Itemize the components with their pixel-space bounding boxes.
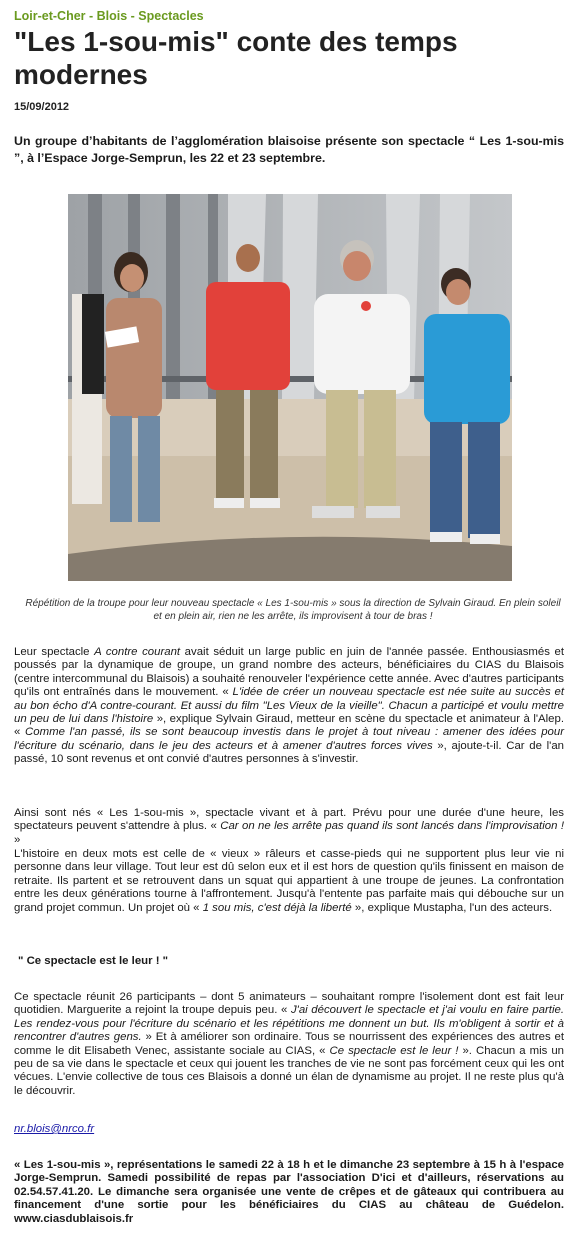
text-span: Ce spectacle réunit 26 participants – dont 5 animateurs – souhaitant rompre l'isolement dont est fait leur quotidien. Marguerite a rejoint la troupe depuis peu. « (14, 991, 564, 1017)
quote-span: Ce spectacle est le leur ! (329, 1044, 459, 1057)
paragraph-3 (14, 848, 564, 915)
publication-date: 15/09/2012 (14, 101, 70, 113)
breadcrumb[interactable]: Loir-et-Cher - Blois - Spectacles (14, 9, 204, 23)
text-span: » Et à améliorer son ordinaire. Tous se nourrissent des expériences des autres et comme le dit Elisabeth Venec, assistante sociale au CIAS, « (14, 1031, 564, 1057)
text-span: » (14, 833, 21, 846)
quote-span: L'idée de créer un nouveau spectacle est née suite au succès et au bon écho d'A contre-courant. Et aussi du film "Les Vieux de la vieille". Chacun a participé et voulu mettre un peu de lui dans l'histoire (14, 686, 564, 726)
italic-span: A contre courant (94, 646, 181, 658)
quote-span: Car on ne les arrête pas quand ils sont lancés dans l'improvisation ! (220, 820, 564, 833)
article-photo (68, 194, 512, 581)
quote-span: 1 sou mis, c'est déjà la liberté (202, 901, 352, 914)
text-span: », ajoute-t-il. Car de l'an passé, 10 sont revenus et ont convié d'autres personnes à s'investir. (14, 739, 565, 766)
quote-span: J'ai découvert le spectacle et j'ai voulu en faire partie. Les rendez-vous pour l'écriture du scénario et les répétitions me donnent un but. Ils m'obligent à sortir et à rencontrer d'autres gens. (14, 1004, 564, 1044)
email-link[interactable]: nr.blois@nrco.fr (14, 1123, 95, 1135)
event-info: « Les 1-sou-mis », représentations le samedi 22 à 18 h et le dimanche 23 septembre à 15 h à l'espace Jorge-Semprun. Samedi possibilité de repas par l'association D'ici et d'ailleurs, réservations au 02.54.57.41.20. Le dimanche sera organisée une vente de crêpes et de gâteaux qui contribuera au financement d'une sortie pour les bénéficiaires du CIAS au château de Guédelon. www.ciasdublaisois.fr (14, 1159, 564, 1225)
photo-caption: Répétition de la troupe pour leur nouveau spectacle « Les 1-sou-mis » sous la direction de Sylvain Giraud. En plein soleil et en plein air, rien ne les arrête, ils improvisent à tour de bras ! (25, 598, 561, 622)
text-span: Leur spectacle (14, 646, 95, 658)
section-subheading: " Ce spectacle est le leur ! " (18, 955, 169, 967)
article-lead: Un groupe d’habitants de l’agglomération blaisoise présente son spectacle “ Les 1-sou-mis ”, à l’Espace Jorge-Semprun, les 22 et 23 septembre. (14, 134, 564, 165)
paragraph-4 (14, 991, 564, 1098)
text-span: », explique Sylvain Giraud, metteur en scène du spectacle et animateur à l'Alep. « (14, 713, 564, 739)
paragraph-2 (14, 807, 564, 847)
text-span: », explique Mustapha, l'un des acteurs. (351, 901, 553, 914)
text-span: ». Chacun a mis un peu de sa vie dans le spectacle et ceux qui jouent les tranches de vie ne sont pas forcément ceux qui les ont vécues. L'envie collective de tous ces Blaisois a donné un élan de dynamisme au projet. Il ne reste plus qu'à le découvrir. (14, 1044, 564, 1097)
text-span: L'histoire en deux mots est celle de « vieux » râleurs et casse-pieds qui ne supportent plus leur vie ni personne dans leur village. Tout leur est dû selon eux et il est hors de question qu'ils finissent en maison de retraite. Ils partent et se retrouvent dans un squat qui appartient à une troupe de jeunes. La confrontation entre les deux générations tourne à l'affrontement. Jusqu'à l'entente pas parfaite mais qui débouche sur un grand projet commun. Un projet où « (14, 848, 564, 914)
troupe-photo-illustration (68, 194, 512, 581)
quote-span: Comme l'an passé, ils se sont beaucoup investis dans le projet à tout niveau : amener des idées pour l'écriture du scénario, dans le jeu des acteurs et à amener d'autres forces vives (14, 726, 565, 752)
article-title: "Les 1-sou-mis" conte des temps modernes (14, 26, 458, 90)
paragraph-1 (14, 646, 564, 767)
text-span: Ainsi sont nés « Les 1-sou-mis », spectacle vivant et à part. Prévu pour une durée d'une heure, les spectateurs peuvent s'attendre à plus. « (14, 807, 564, 833)
text-span: avait séduit un large public en juin de l'année passée. Enthousiasmés et poussés par la dynamique de groupe, un grand nombre des acteurs, bénéficiaires du CIAS du Blaisois (centre intercommunal du Blaisois) a souhaité renouveler l'expérience cette année. Avec d'autres participants qu'ils ont entraînés dans le mouvement. « (14, 646, 565, 699)
